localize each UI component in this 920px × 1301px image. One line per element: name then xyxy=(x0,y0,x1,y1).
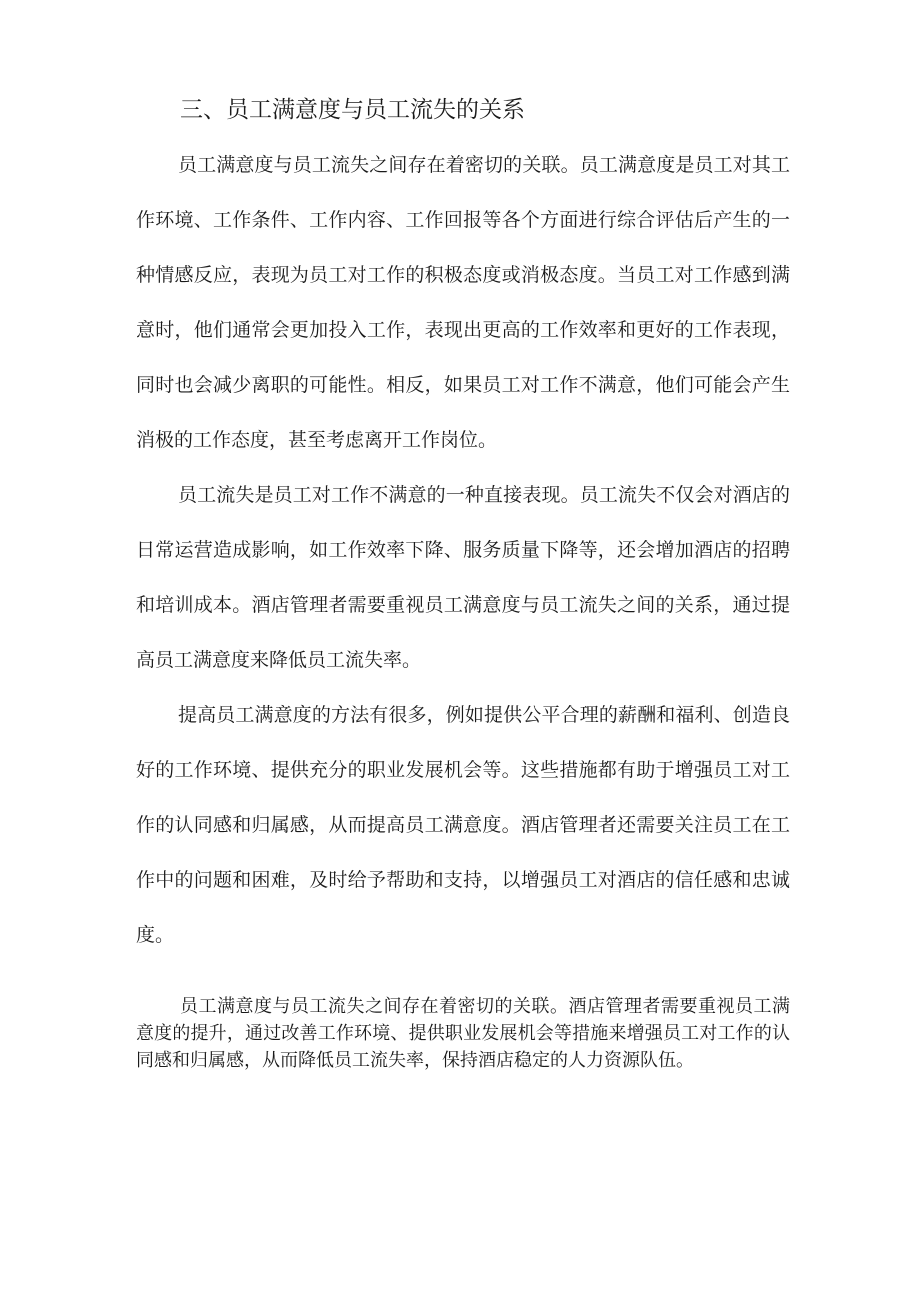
paragraph-summary: 员工满意度与员工流失之间存在着密切的关联。酒店管理者需要重视员工满意度的提升，通过改善工作环境、提供职业发展机会等措施来增强员工对工作的认同感和归属感，从而降低员工流失率，保持酒店稳定的人力资源队伍。 xyxy=(136,996,790,1071)
paragraph-improvement-methods: 提高员工满意度的方法有很多，例如提供公平合理的薪酬和福利、创造良好的工作环境、提供充分的职业发展机会等。这些措施都有助于增强员工对工作的认同感和归属感，从而提高员工满意度。酒店管理者还需要关注员工在工作中的问题和困难，及时给予帮助和支持，以增强员工对酒店的信任感和忠诚度。 xyxy=(136,704,790,946)
paragraph-satisfaction-turnover-link: 员工满意度与员工流失之间存在着密切的关联。员工满意度是员工对其工作环境、工作条件、工作内容、工作回报等各个方面进行综合评估后产生的一种情感反应，表现为员工对工作的积极态度或消极态度。当员工对工作感到满意时，他们通常会更加投入工作，表现出更高的工作效率和更好的工作表现，同时也会减少离职的可能性。相反，如果员工对工作不满意，他们可能会产生消极的工作态度，甚至考虑离开工作岗位。 xyxy=(136,154,790,451)
paragraph-turnover-impact: 员工流失是员工对工作不满意的一种直接表现。员工流失不仅会对酒店的日常运营造成影响，如工作效率下降、服务质量下降等，还会增加酒店的招聘和培训成本。酒店管理者需要重视员工满意度与员工流失之间的关系，通过提高员工满意度来降低员工流失率。 xyxy=(136,484,790,671)
section-heading: 三、员工满意度与员工流失的关系 xyxy=(180,97,525,123)
